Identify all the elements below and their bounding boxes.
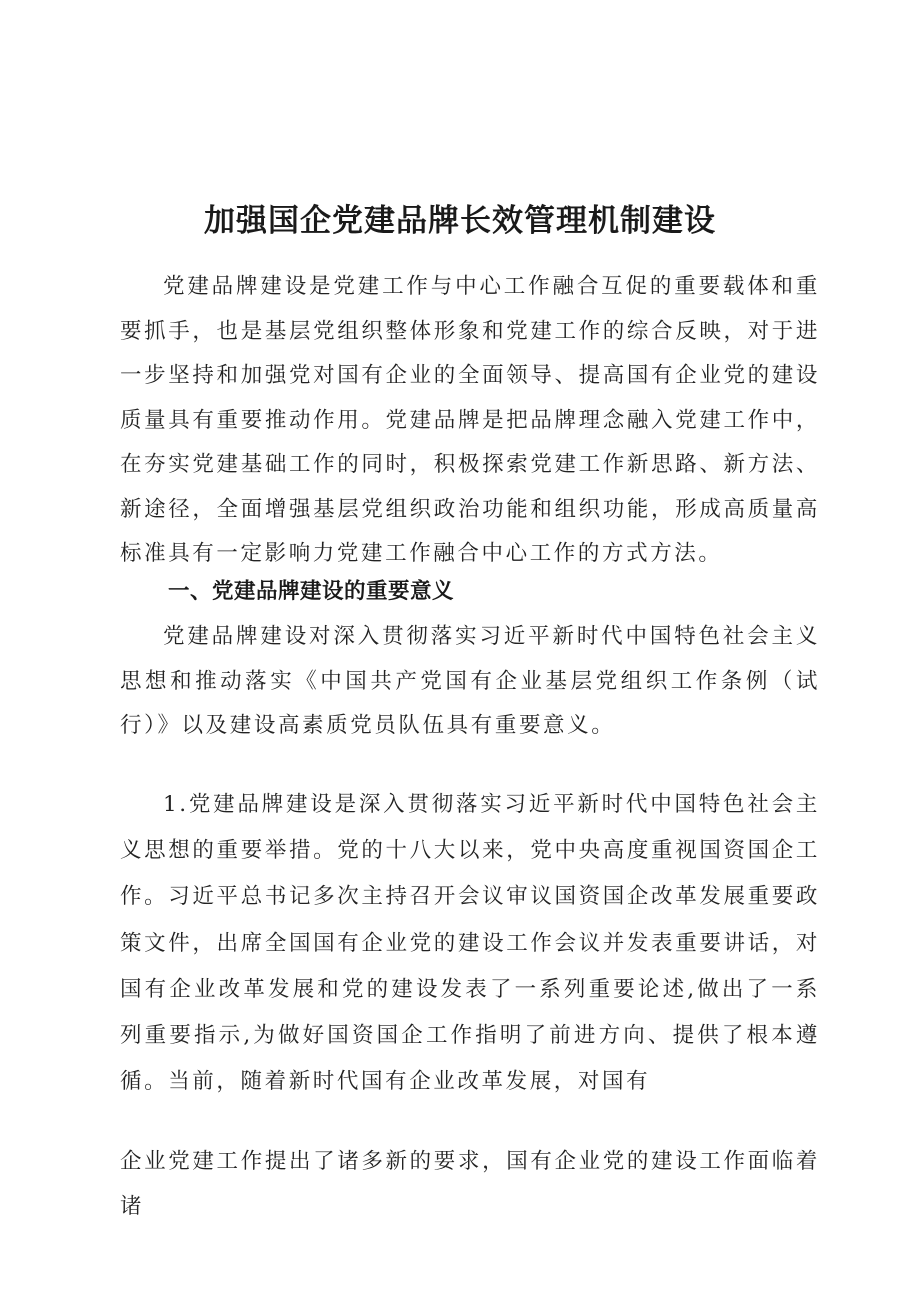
continuation-paragraph: 企业党建工作提出了诸多新的要求，国有企业党的建设工作面临着诸 xyxy=(120,1149,820,1219)
section-paragraph: 党建品牌建设对深入贯彻落实习近平新时代中国特色社会主义思想和推动落实《中国共产党国有企业基层党组织工作条例（试行）》以及建设高素质党员队伍具有重要意义。 xyxy=(120,624,820,738)
numbered-item-paragraph: 1.党建品牌建设是深入贯彻落实习近平新时代中国特色社会主义思想的重要举措。党的十八大以来，党中央高度重视国资国企工作。习近平总书记多次主持召开会议审议国资国企改革发展重要政策文件，出席全国国有企业党的建设工作会议并发表重要讲话，对国有企业改革发展和党的建设发表了一系列重要论述,做出了一系列重要指示,为做好国资国企工作指明了前进方向、提供了根本遵循。当前，随着新时代国有企业改革发展，对国有 xyxy=(120,792,820,1095)
document-title: 加强国企党建品牌长效管理机制建设 xyxy=(204,202,716,239)
section-heading: 一、党建品牌建设的重要意义 xyxy=(168,579,455,604)
intro-paragraph: 党建品牌建设是党建工作与中心工作融合互促的重要载体和重要抓手，也是基层党组织整体形象和党建工作的综合反映，对于进一步坚持和加强党对国有企业的全面领导、提高国有企业党的建设质量具有重要推动作用。党建品牌是把品牌理念融入党建工作中，在夯实党建基础工作的同时，积极探索党建工作新思路、新方法、新途径，全面增强基层党组织政治功能和组织功能，形成高质量高标准具有一定影响力党建工作融合中心工作的方式方法。 xyxy=(120,274,820,566)
